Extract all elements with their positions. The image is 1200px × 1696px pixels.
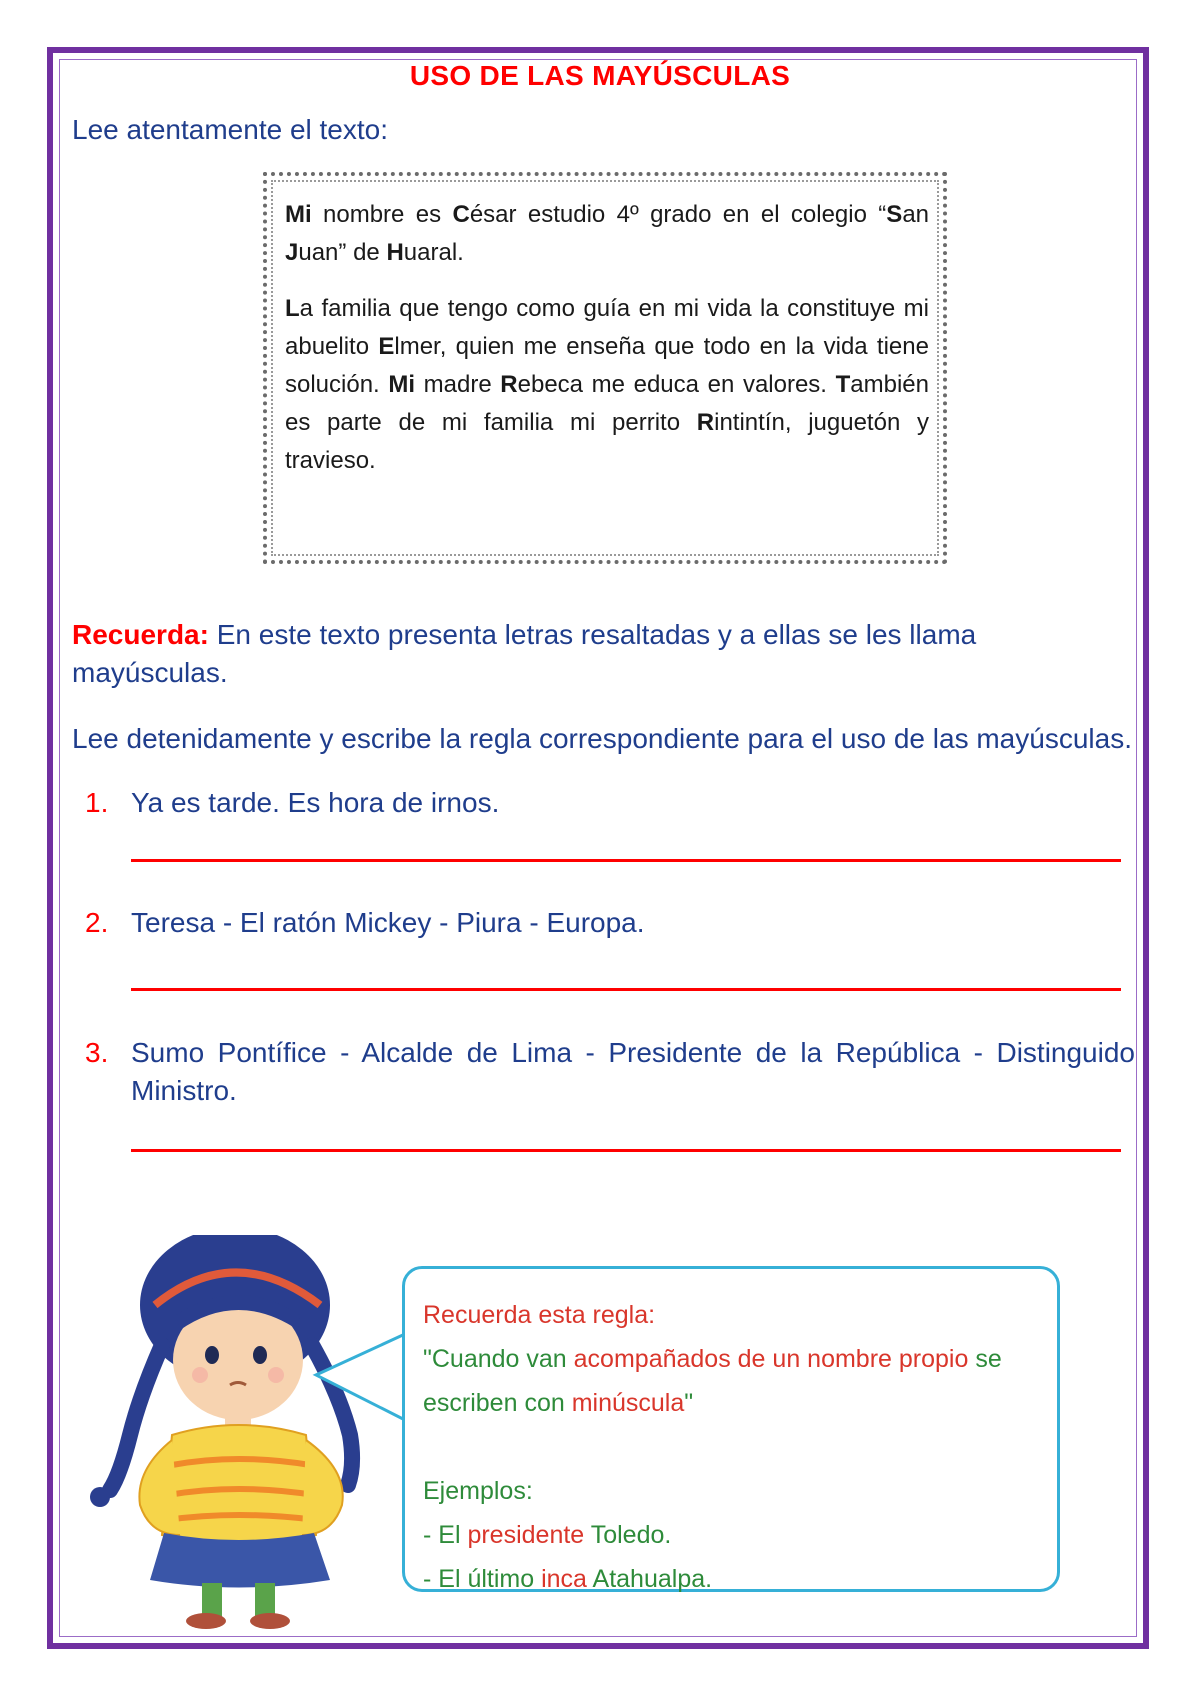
reading-paragraph-2	[285, 290, 929, 480]
exercise-item-1	[85, 784, 1135, 822]
answer-line-1[interactable]	[131, 859, 1121, 862]
reminder-label: Recuerda:	[72, 619, 209, 650]
exercise-number: 2.	[85, 907, 109, 938]
exercise-text: Teresa - El ratón Mickey - Piura - Europa.	[131, 907, 645, 938]
text-run: madre	[415, 371, 501, 398]
capital-letter-highlight: J	[285, 239, 299, 266]
capital-letter-highlight: R	[696, 409, 715, 436]
bubble-heading: Recuerda esta regla:	[423, 1301, 656, 1329]
text-run: intintín, juguetón y travieso.	[285, 409, 929, 474]
text-run: Toledo.	[590, 1521, 672, 1549]
reading-paragraph-1	[285, 196, 929, 272]
text-run: a familia que tengo como guía en mi vida la constituye mi abuelito	[285, 295, 929, 360]
exercise-text: Ya es tarde. Es hora de irnos.	[131, 787, 500, 818]
text-run: "Cuando van	[423, 1345, 574, 1373]
example-1	[423, 1513, 1045, 1557]
exercise-number: 1.	[85, 787, 109, 818]
reminder-text: En este texto presenta letras resaltadas y a ellas se les llama mayúsculas.	[72, 619, 977, 688]
text-run: an	[902, 201, 930, 228]
highlighted-text-run: presidente	[467, 1521, 591, 1549]
text-run: - El último	[423, 1565, 542, 1593]
highlighted-text-run: minúscula	[571, 1389, 685, 1417]
text-run: uaral.	[403, 239, 464, 266]
highlighted-text-run: acompañados de un nombre propio	[573, 1345, 976, 1373]
text-run: ambién es parte de mi familia mi perrito	[285, 371, 929, 436]
capital-letter-highlight: H	[386, 239, 404, 266]
text-run: - El	[423, 1521, 468, 1549]
capital-letter-highlight: S	[886, 201, 903, 228]
text-run: Atahualpa.	[592, 1565, 713, 1593]
capital-letter-highlight: R	[500, 371, 518, 398]
text-run: "	[684, 1389, 694, 1417]
reading-text-box	[263, 172, 947, 564]
capital-letter-highlight: L	[285, 295, 300, 322]
rule-speech-bubble	[402, 1266, 1060, 1592]
example-2	[423, 1557, 1045, 1601]
answer-line-3[interactable]	[131, 1149, 1121, 1152]
speech-bubble-tail	[312, 1330, 408, 1440]
text-run: ésar estudio 4º grado en el colegio “	[469, 201, 887, 228]
capital-letter-highlight: C	[452, 201, 470, 228]
capital-letter-highlight: Mi	[285, 201, 312, 228]
reminder-note	[72, 616, 1132, 692]
exercise-item-3	[85, 1034, 1135, 1110]
text-run: se escriben con	[423, 1345, 1002, 1417]
capital-letter-highlight: T	[835, 371, 851, 398]
capital-letter-highlight: E	[378, 333, 395, 360]
exercise-text: Sumo Pontífice - Alcalde de Lima - Presidente de la República - Distinguido Ministro.	[131, 1037, 1135, 1106]
instruction: Lee atentamente el texto:	[72, 114, 388, 145]
highlighted-text-run: inca	[541, 1565, 593, 1593]
exercise-number: 3.	[85, 1037, 109, 1068]
exercise-item-2	[85, 904, 1135, 942]
instruction-2: Lee detenidamente y escribe la regla correspondiente para el uso de las mayúsculas.	[72, 723, 1132, 754]
text-run: uan” de	[298, 239, 387, 266]
text-run: lmer, quien me enseña que todo en la vida tiene solución.	[285, 333, 929, 398]
text-run: nombre es	[311, 201, 453, 228]
capital-letter-highlight: Mi	[388, 371, 416, 398]
bubble-rule-text	[423, 1337, 1045, 1425]
examples-label: Ejemplos:	[423, 1477, 533, 1505]
answer-line-2[interactable]	[131, 988, 1121, 991]
page-title: USO DE LAS MAYÚSCULAS	[409, 60, 791, 91]
text-run: ebeca me educa en valores.	[517, 371, 836, 398]
